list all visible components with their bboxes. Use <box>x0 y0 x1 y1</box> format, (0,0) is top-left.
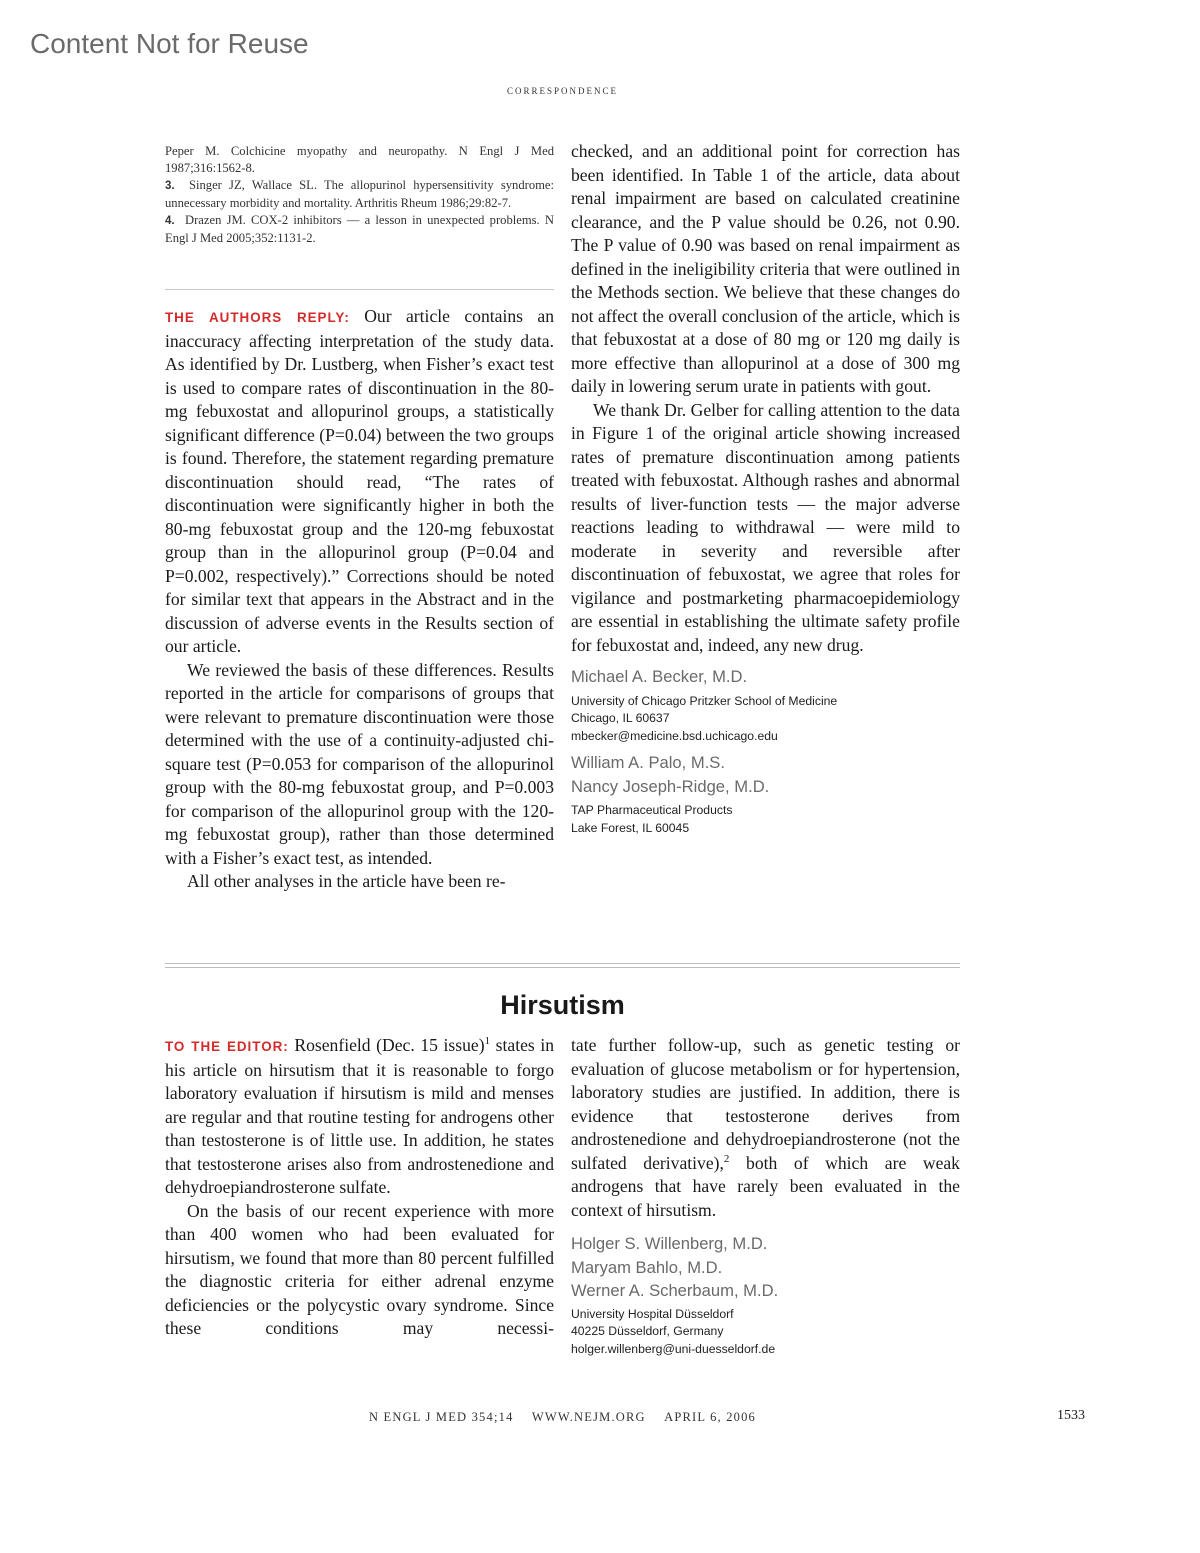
watermark: Content Not for Reuse <box>30 28 309 59</box>
signature-name: Nancy Joseph-Ridge, M.D. <box>571 776 770 796</box>
hirsutism-right <box>571 1034 960 1358</box>
reference-item: 4. Drazen JM. COX-2 inhibitors — a lesson in unexpected problems. N Engl J Med 2005;352:1131-2. <box>165 213 554 245</box>
signature-affiliation: Chicago, IL 60637 <box>571 711 670 725</box>
reply-lead: THE AUTHORS REPLY: <box>165 310 350 325</box>
footer-date: APRIL 6, 2006 <box>664 1410 757 1424</box>
letter-paragraph: TO THE EDITOR: Rosenfield (Dec. 15 issue)$^1$ states in his article on hirsutism that it is reasonable to forgo laboratory evaluation if hirsutism is mild and menses are regular and that routine testing for androgens other than testosterone is of little use. In addition, he states that testosterone arises also from androstenedione and dehydroepiandrosterone sulfate. <box>165 1035 555 1197</box>
reply-paragraph: All other analyses in the article have been re- <box>187 871 506 891</box>
signature-name: Holger S. Willenberg, M.D. <box>571 1234 768 1253</box>
divider <box>165 289 554 290</box>
page-number: 1533 <box>1057 1408 1085 1423</box>
signature-affiliation: TAP Pharmaceutical Products <box>571 803 733 817</box>
hirsutism-left <box>165 1034 554 1341</box>
signature-affiliation: University Hospital Düsseldorf <box>571 1306 734 1321</box>
section-divider <box>165 963 960 968</box>
signature-affiliation: Lake Forest, IL 60045 <box>571 820 690 835</box>
reply-paragraph: checked, and an additional point for correction has been identified. In Table 1 of the article, data about renal impairment are based on calculated creatinine clearance, and the P value should be 0.26, not 0.90. The P value of 0.90 was based on renal impairment as defined in the ineligibility criteria that were outlined in the Methods section. We believe that these changes do not affect the overall conclusion of the article, which is that febuxostat at a dose of 80 mg or 120 mg daily is more effective than allopurinol at a dose of 300 mg daily in lowering serum urate in patients with gout. <box>571 141 960 396</box>
signature-email: mbecker@medicine.bsd.uchicago.edu <box>571 728 778 743</box>
authors-reply-left <box>165 305 554 894</box>
running-head: correspondence <box>506 83 618 97</box>
signature-name: Werner A. Scherbaum, M.D. <box>571 1281 779 1300</box>
references-block <box>165 143 554 247</box>
signature-email: holger.willenberg@uni-duesseldorf.de <box>571 1341 776 1356</box>
signature-affiliation: 40225 Düsseldorf, Germany <box>571 1324 724 1338</box>
page-footer <box>0 1410 1125 1425</box>
footer-journal: N ENGL J MED 354;14 <box>368 1410 514 1424</box>
authors-reply-right <box>571 140 960 837</box>
signature-name: Maryam Bahlo, M.D. <box>571 1257 723 1277</box>
reply-paragraph: We reviewed the basis of these differences. Results reported in the article for comparisons of groups that were relevant to premature discontinuation were those determined with the use of a continuity-adjusted chi-square test (P=0.053 for comparison of the allopurinol group with the 80-mg febuxostat group, and P=0.003 for comparison of the allopurinol group with the 120-mg febuxostat group), rather than those determined with a Fisher’s exact test, as intended. <box>165 659 554 868</box>
reply-paragraph: We thank Dr. Gelber for calling attention to the data in Figure 1 of the original article showing increased rates of premature discontinuation among patients treated with febuxostat. Although rashes and abnormal results of liver-function tests — the major adverse reactions leading to withdrawal — were mild to moderate in severity and reversible after discontinuation of febuxostat, we agree that roles for vigilance and postmarketing pharmacoepidemiology are essential in establishing the ultimate safety profile for febuxostat and, indeed, any new drug. <box>571 399 960 655</box>
reply-paragraph: THE AUTHORS REPLY: Our article contains an inaccuracy affecting interpretation of the study data. As identified by Dr. Lustberg, when Fisher’s exact test is used to compare rates of discontinuation in the 80-mg febuxostat and allopurinol groups, a statistically significant difference (P=0.04) between the two groups is found. Therefore, the statement regarding premature discontinuation should read, “The rates of discontinuation were significantly higher in both the 80-mg febuxostat group and the 120-mg febuxostat group than in the allopurinol group (P=0.04 and P=0.002, respectively).” Corrections should be noted for similar text that appears in the Abstract and in the discussion of adverse events in the Results section of our article. <box>165 306 554 656</box>
letter-paragraph: On the basis of our recent experience with more than 400 women who had been evaluated for hirsutism, we found that more than 80 percent fulfilled the diagnostic criteria for either adrenal enzyme deficiencies or the polycystic ovary syndrome. Since these conditions may necessi- <box>165 1200 554 1338</box>
reference-item: Peper M. Colchicine myopathy and neuropathy. N Engl J Med 1987;316:1562-8. <box>165 144 554 175</box>
signature-affiliation: University of Chicago Pritzker School of Medicine <box>571 693 838 708</box>
section-title: Hirsutism <box>500 990 625 1020</box>
reference-item: 3. Singer JZ, Wallace SL. The allopurinol hypersensitivity syndrome: unnecessary morbidity and mortality. Arthritis Rheum 1986;29:82-7. <box>165 178 555 210</box>
signature-name: Michael A. Becker, M.D. <box>571 667 748 686</box>
letter-lead: TO THE EDITOR: <box>165 1039 289 1054</box>
footer-url: WWW.NEJM.ORG <box>531 1410 646 1424</box>
letter-paragraph: tate further follow-up, such as genetic testing or evaluation of glucose metabolism or for hypertension, laboratory studies are justified. In addition, there is evidence that testosterone derives from androstenedione and dehydroepiandrosterone (not the sulfated derivative),$^2$ both of which are weak androgens that have rarely been evaluated in the context of hirsutism. <box>571 1035 960 1220</box>
signature-name: William A. Palo, M.S. <box>571 753 725 772</box>
